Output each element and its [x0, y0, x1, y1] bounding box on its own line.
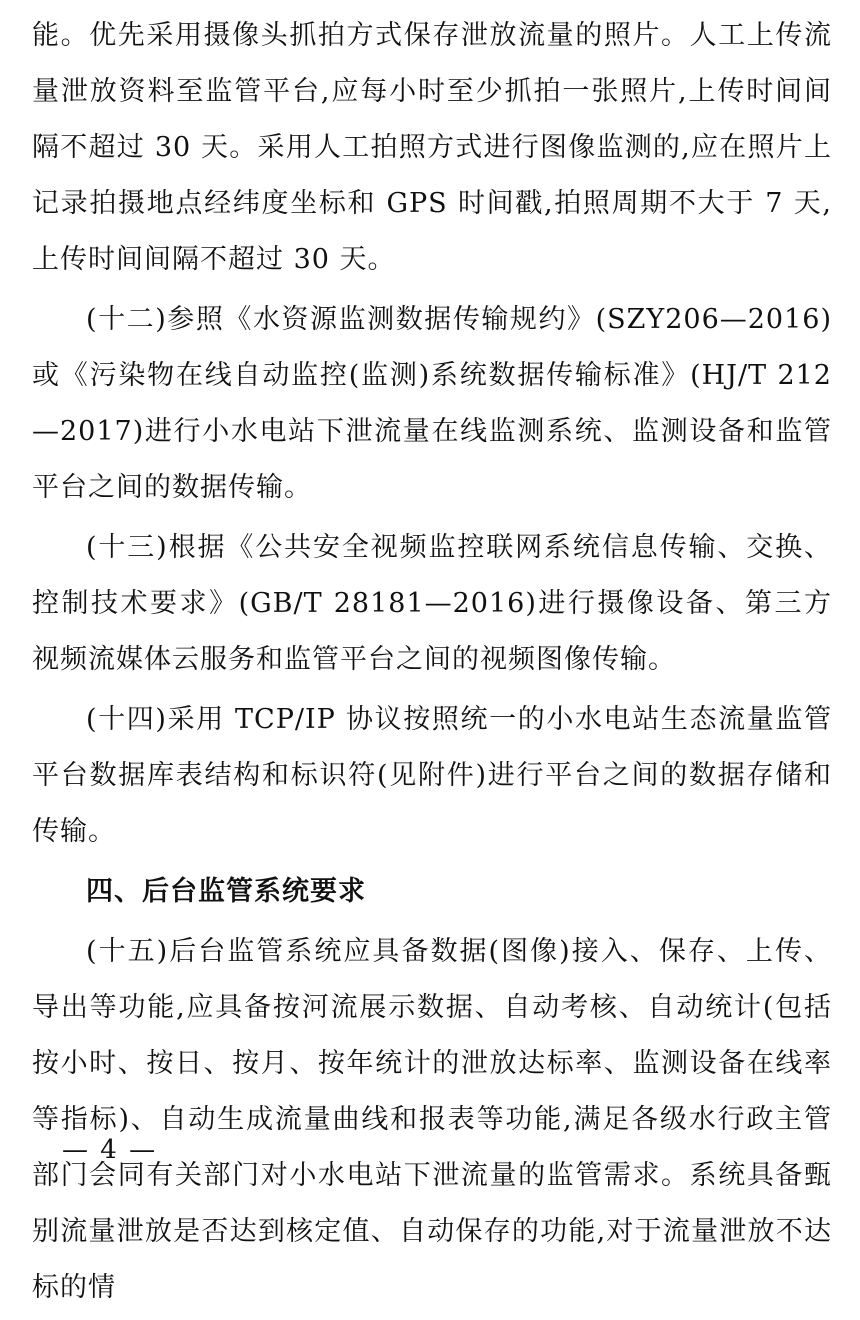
section-heading: 四、后台监管系统要求 [86, 876, 366, 907]
document-page [32, 8, 832, 1320]
paragraph-item-15: (十五)后台监管系统应具备数据(图像)接入、保存、上传、导出等功能,应具备按河流展示数据、自动考核、自动统计(包括按小时、按日、按月、按年统计的泄放达标率、监测设备在线率等指标)、自动生成流量曲线和报表等功能,满足各级水行政主管部门会同有关部门对小水电站下泄流量的监管需求。系统具备甄别流量泄放是否达到核定值、自动保存的功能,对于流量泄放不达标的情 [32, 936, 832, 1303]
paragraph-continued: 能。优先采用摄像头抓拍方式保存泄放流量的照片。人工上传流量泄放资料至监管平台,应每小时至少抓拍一张照片,上传时间间隔不超过 30 天。采用人工拍照方式进行图像监测的,应在照片上记录拍摄地点经纬度坐标和 GPS 时间戳,拍照周期不大于 7 天,上传时间间隔不超过 30 天。 [32, 20, 832, 275]
paragraph-item-12: (十二)参照《水资源监测数据传输规约》(SZY206—2016)或《污染物在线自动监控(监测)系统数据传输标准》(HJ/T 212—2017)进行小水电站下泄流量在线监测系统、监测设备和监管平台之间的数据传输。 [32, 304, 832, 503]
paragraph-item-14: (十四)采用 TCP/IP 协议按照统一的小水电站生态流量监管平台数据库表结构和标识符(见附件)进行平台之间的数据存储和传输。 [32, 704, 832, 847]
paragraph-item-13: (十三)根据《公共安全视频监控联网系统信息传输、交换、控制技术要求》(GB/T 28181—2016)进行摄像设备、第三方视频流媒体云服务和监管平台之间的视频图像传输。 [32, 532, 832, 675]
page-number: — 4 — [62, 1135, 158, 1165]
